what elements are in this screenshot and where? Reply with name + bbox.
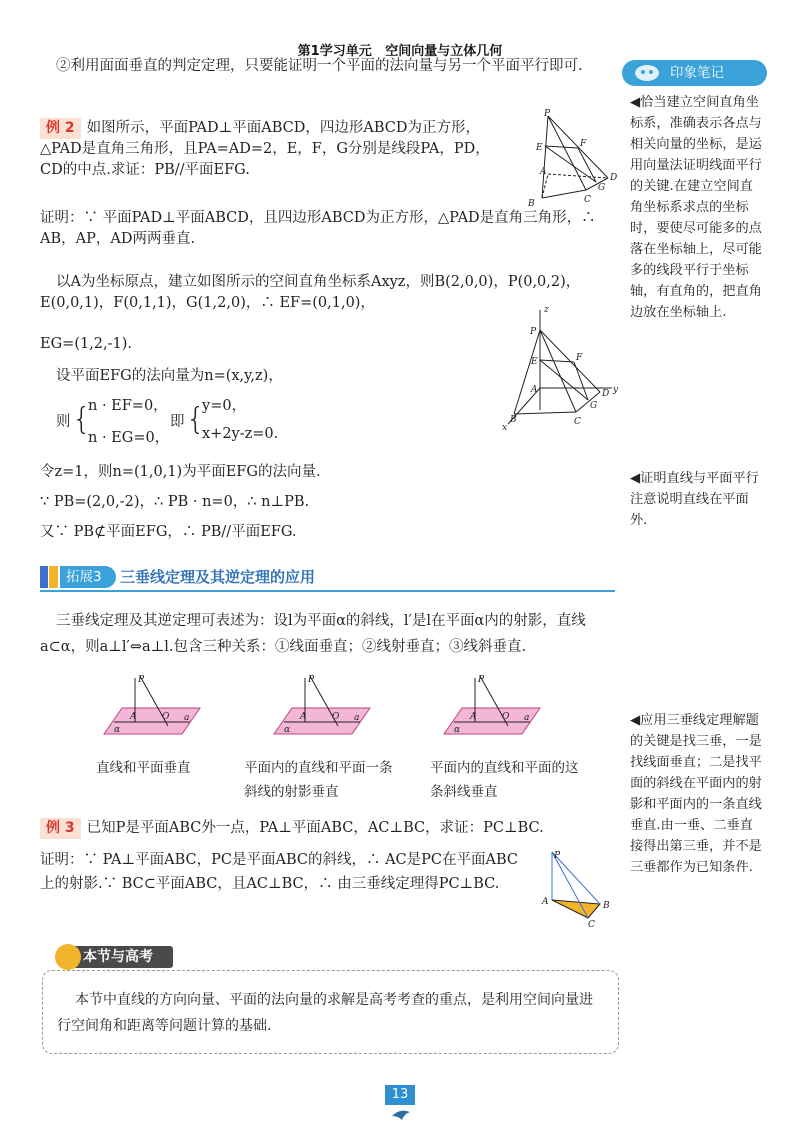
- fig1-label-e: E: [536, 143, 543, 153]
- plane1-label-alpha: α: [114, 725, 121, 735]
- fig1-label-d: D: [610, 173, 618, 183]
- summary-title: 本节与高考: [83, 949, 153, 965]
- caption-2: 平面内的直线和平面一条斜线的射影垂直: [244, 760, 393, 800]
- plane3-label-o: O: [502, 712, 510, 722]
- fig2-label-c: C: [574, 417, 581, 427]
- plane3-label-a-line: a: [524, 713, 530, 723]
- plane1-label-a-line: a: [184, 713, 190, 723]
- sys-right-2: x+2y-z=0.: [202, 426, 279, 442]
- proof-line-2: 以A为坐标原点，建立如图所示的空间直角坐标系Axyz，则B(2,0,0)，P(0,0,2)，E(0,0,1)，F(0,1,1)，G(1,2,0)，∴ EF=(0,1,0)，: [40, 274, 581, 311]
- sys-right-1: y=0，: [202, 398, 247, 414]
- plane2-label-alpha: α: [284, 725, 291, 735]
- fig1-label-p: P: [544, 109, 551, 119]
- summary-box: [42, 970, 619, 1054]
- fig2-label-a: A: [531, 385, 538, 395]
- fig2-label-d: D: [602, 389, 610, 399]
- fig1-label-b: B: [528, 199, 535, 208]
- summary-header: [55, 944, 175, 970]
- plane2-label-p: P: [308, 675, 315, 685]
- proof-line-3: EG=(1,2,-1).: [40, 336, 133, 352]
- fig1-label-a: A: [540, 167, 547, 177]
- example3-proof: 证明：∵ PA⊥平面ABC，PC是平面ABC的斜线，∴ AC是PC在平面ABC上的射影.∵ BC⊂平面ABC，且AC⊥BC，∴ 由三垂线定理得PC⊥BC.: [40, 852, 518, 892]
- example2-problem: [40, 118, 510, 181]
- caption-3: 平面内的直线和平面的这条斜线垂直: [430, 760, 579, 800]
- intro-paragraph: ②利用面面垂直的判定定理，只要能证明一个平面的法向量与另一个平面平行即可.: [56, 58, 583, 74]
- sys-left-1: n · EF=0，: [88, 398, 168, 414]
- sys-prefix: 则: [56, 414, 71, 430]
- example2-problem-text: 如图所示，平面PAD⊥平面ABCD，四边形ABCD为正方形，△PAD是直角三角形，且PA=AD=2，E，F，G分别是线段PA，PD，CD的中点.求证：PB//平面EFG.: [40, 120, 490, 178]
- fig3-label-a: A: [542, 897, 549, 907]
- plane1-label-o: O: [162, 712, 170, 722]
- fig3-label-p: P: [554, 851, 561, 861]
- example3-problem-text: 已知P是平面ABC外一点，PA⊥平面ABC，AC⊥BC，求证：PC⊥BC.: [86, 820, 544, 836]
- plane3-label-a: A: [470, 712, 477, 722]
- plane2-label-a: A: [300, 712, 307, 722]
- header-unit: 第1学习单元: [297, 44, 372, 59]
- header-title: 空间向量与立体几何: [385, 44, 503, 59]
- sidebar-note-1: ◀恰当建立空间直角坐标系，准确表示各点与相关向量的坐标，是运用向量法证明线面平行的关键.在建立空间直角坐标系求点的坐标时，要使尽可能多的点落在坐标轴上，尽可能多的线段平行于坐标轴，有直角的，把直角边放在坐标轴上.: [630, 95, 762, 320]
- notes-title: 印象笔记: [670, 65, 724, 81]
- plane2-label-a-line: a: [354, 713, 360, 723]
- fig2-label-z: z: [544, 305, 549, 315]
- equation-system: 则 { n · EF=0， n · EG=0， 即 { y=0， x+2y-z=0.: [56, 392, 316, 452]
- plane-figure-1: [100, 672, 205, 742]
- fig2-label-x: x: [502, 423, 508, 430]
- plane3-label-alpha: α: [454, 725, 461, 735]
- pyramid-figure: [528, 108, 620, 208]
- proof-line-7: 又∵ PB⊄平面EFG，∴ PB//平面EFG.: [40, 524, 297, 540]
- sys-mid: 即: [170, 414, 185, 430]
- fig1-label-g: G: [598, 183, 606, 193]
- section-title: 三垂线定理及其逆定理的应用: [120, 568, 316, 586]
- sidebar-note-3: ◀应用三垂线定理解题的关键是找三垂，一是找线面垂直；二是找平面的斜线在平面内的射影和平面内的一条直线垂直.由一垂、二垂直接得出第三垂，并不是三垂都作为已知条件.: [630, 713, 762, 875]
- fig2-label-e: E: [531, 357, 538, 367]
- plane-figure-2: [270, 672, 375, 742]
- triangle-figure: [540, 848, 620, 928]
- fig1-label-c: C: [584, 195, 591, 205]
- example3-problem: [40, 818, 620, 839]
- section-tag: 拓展3: [60, 566, 116, 588]
- fig1-label-f: F: [580, 139, 587, 149]
- fig2-label-f: F: [576, 353, 583, 363]
- example3-badge: 例 3: [40, 818, 81, 839]
- notes-icon: [632, 63, 662, 83]
- summary-text: 本节中直线的方向向量、平面的法向量的求解是高考考查的重点，是利用空间向量进行空间角和距离等问题计算的基础.: [57, 992, 593, 1034]
- notes-header: [622, 60, 767, 86]
- bird-icon: [390, 1106, 412, 1122]
- fig2-label-p: P: [530, 327, 537, 337]
- caption-1: 直线和平面垂直: [96, 760, 191, 776]
- plane1-label-p: P: [138, 675, 145, 685]
- coordinate-pyramid-figure: [500, 300, 620, 430]
- fig3-label-c: C: [588, 920, 595, 928]
- plane3-label-p: P: [478, 675, 485, 685]
- fig3-label-b: B: [603, 901, 610, 911]
- fig2-label-b: B: [510, 415, 517, 425]
- example2-badge: 例 2: [40, 118, 81, 139]
- proof-line-6: ∵ PB=(2,0,-2)，∴ PB · n=0，∴ n⊥PB.: [40, 494, 310, 510]
- proof-line-5: 令z=1，则n=(1,0,1)为平面EFG的法向量.: [40, 464, 321, 480]
- plane2-label-o: O: [332, 712, 340, 722]
- section-divider: [40, 590, 615, 592]
- sys-left-2: n · EG=0，: [88, 430, 170, 446]
- fig2-label-g: G: [590, 401, 598, 411]
- proof-line-1: 证明：∵ 平面PAD⊥平面ABCD，且四边形ABCD为正方形，△PAD是直角三角形，∴ AB，AP，AD两两垂直.: [40, 210, 596, 247]
- proof-line-4: 设平面EFG的法向量为n=(x,y,z)，: [56, 368, 283, 384]
- section3-text: 三垂线定理及其逆定理可表述为：设l为平面α的斜线，l′是l在平面α内的射影，直线a⊂α，则a⊥l′⇔a⊥l.包含三种关系：①线面垂直；②线射垂直；③线斜垂直.: [40, 613, 586, 655]
- sidebar-note-2: ◀证明直线与平面平行注意说明直线在平面外.: [630, 471, 759, 528]
- page-number: 13: [385, 1085, 415, 1105]
- fig2-label-y: y: [613, 385, 619, 395]
- plane-figure-3: [440, 672, 545, 742]
- plane1-label-a: A: [130, 712, 137, 722]
